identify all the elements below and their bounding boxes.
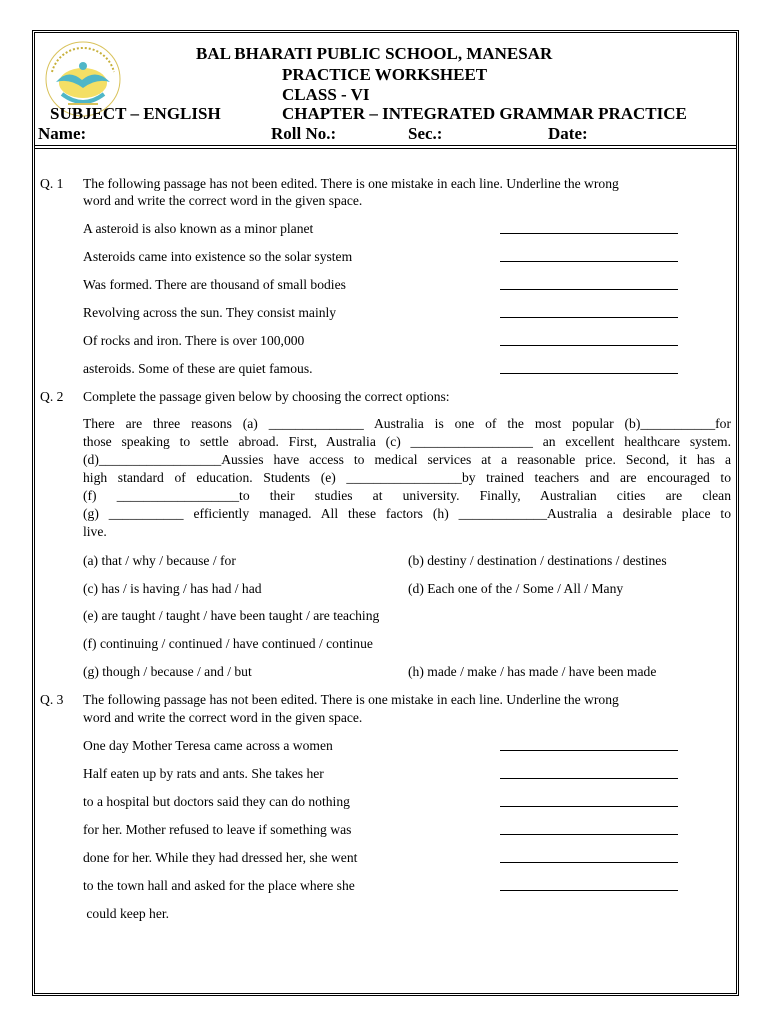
- q1-line: Was formed. There are thousand of small bodies: [83, 277, 346, 292]
- q2-passage-line: (g) ___________ efficiently managed. All these factors (h) _____________Australia a desirable place to: [83, 506, 731, 521]
- q2-passage-line: live.: [83, 524, 107, 539]
- q3-answer-blank[interactable]: [500, 834, 678, 835]
- worksheet-title: PRACTICE WORKSHEET: [282, 65, 488, 84]
- q1-line: Asteroids came into existence so the solar system: [83, 249, 353, 264]
- q2-passage-line: There are three reasons (a) ______________ Australia is one of the most popular (b)___________for: [83, 416, 731, 431]
- q1-answer-blank[interactable]: [500, 345, 678, 346]
- q1-line: Of rocks and iron. There is over 100,000: [83, 333, 305, 348]
- school-name: BAL BHARATI PUBLIC SCHOOL, MANESAR: [196, 44, 553, 63]
- q3-answer-blank[interactable]: [500, 750, 678, 751]
- q3-instruction: The following passage has not been edited. There is one mistake in each line. Underline the wrong: [83, 692, 619, 707]
- q2-option-h[interactable]: (h) made / make / has made / have been made: [408, 664, 657, 679]
- q2-option-e[interactable]: (e) are taught / taught / have been taught / are teaching: [83, 608, 380, 623]
- q1-instruction-cont: word and write the correct word in the given space.: [83, 193, 363, 208]
- q1-number: Q. 1: [40, 176, 64, 191]
- q2-option-f[interactable]: (f) continuing / continued / have continued / continue: [83, 636, 373, 651]
- chapter-label: CHAPTER – INTEGRATED GRAMMAR PRACTICE: [282, 104, 687, 123]
- q2-option-d[interactable]: (d) Each one of the / Some / All / Many: [408, 581, 624, 596]
- subject-label: SUBJECT – ENGLISH: [50, 104, 221, 123]
- q3-line: for her. Mother refused to leave if something was: [83, 822, 352, 837]
- q3-answer-blank[interactable]: [500, 778, 678, 779]
- q3-line: to a hospital but doctors said they can do nothing: [83, 794, 350, 809]
- q2-passage-line: high standard of education. Students (e) _________________by trained teachers and are encouraged to: [83, 470, 731, 485]
- name-field-label: Name:: [38, 124, 87, 143]
- q1-answer-blank[interactable]: [500, 233, 678, 234]
- q2-option-g[interactable]: (g) though / because / and / but: [83, 664, 252, 679]
- header-divider: [35, 145, 737, 146]
- q2-instruction: Complete the passage given below by choosing the correct options:: [83, 389, 450, 404]
- q1-line: asteroids. Some of these are quiet famous.: [83, 361, 313, 376]
- header-divider-second: [35, 148, 737, 149]
- q3-line: Half eaten up by rats and ants. She takes her: [83, 766, 324, 781]
- q1-instruction: The following passage has not been edited. There is one mistake in each line. Underline the wrong: [83, 176, 619, 191]
- class-label: CLASS - VI: [282, 85, 370, 104]
- q2-option-a[interactable]: (a) that / why / because / for: [83, 553, 236, 568]
- q3-number: Q. 3: [40, 692, 64, 707]
- q3-answer-blank[interactable]: [500, 862, 678, 863]
- q3-instruction-cont: word and write the correct word in the given space.: [83, 710, 363, 725]
- q2-passage-line: (f) __________________to their studies at university. Finally, Australian cities are clean: [83, 488, 731, 503]
- q1-answer-blank[interactable]: [500, 317, 678, 318]
- date-field-label: Date:: [548, 124, 588, 143]
- q2-number: Q. 2: [40, 389, 64, 404]
- q3-line: to the town hall and asked for the place where she: [83, 878, 355, 893]
- q2-passage-line: those speaking to settle abroad. First, Australia (c) __________________ an excellent healthcare system.: [83, 434, 731, 449]
- q3-line: done for her. While they had dressed her, she went: [83, 850, 358, 865]
- q2-passage: [83, 415, 731, 541]
- q1-answer-blank[interactable]: [500, 373, 678, 374]
- roll-field-label: Roll No.:: [271, 124, 337, 143]
- q3-line: One day Mother Teresa came across a women: [83, 738, 333, 753]
- q3-answer-blank[interactable]: [500, 806, 678, 807]
- q3-answer-blank[interactable]: [500, 890, 678, 891]
- q1-answer-blank[interactable]: [500, 261, 678, 262]
- q1-answer-blank[interactable]: [500, 289, 678, 290]
- q1-line: Revolving across the sun. They consist mainly: [83, 305, 337, 320]
- q2-option-b[interactable]: (b) destiny / destination / destinations / destines: [408, 553, 667, 568]
- q1-line: A asteroid is also known as a minor planet: [83, 221, 314, 236]
- sec-field-label: Sec.:: [408, 124, 443, 143]
- q2-option-c[interactable]: (c) has / is having / has had / had: [83, 581, 262, 596]
- q2-passage-line: (d)__________________Aussies have access to medical services at a reasonable price. Second, it has a: [83, 452, 731, 467]
- q3-last-line: could keep her.: [83, 906, 170, 921]
